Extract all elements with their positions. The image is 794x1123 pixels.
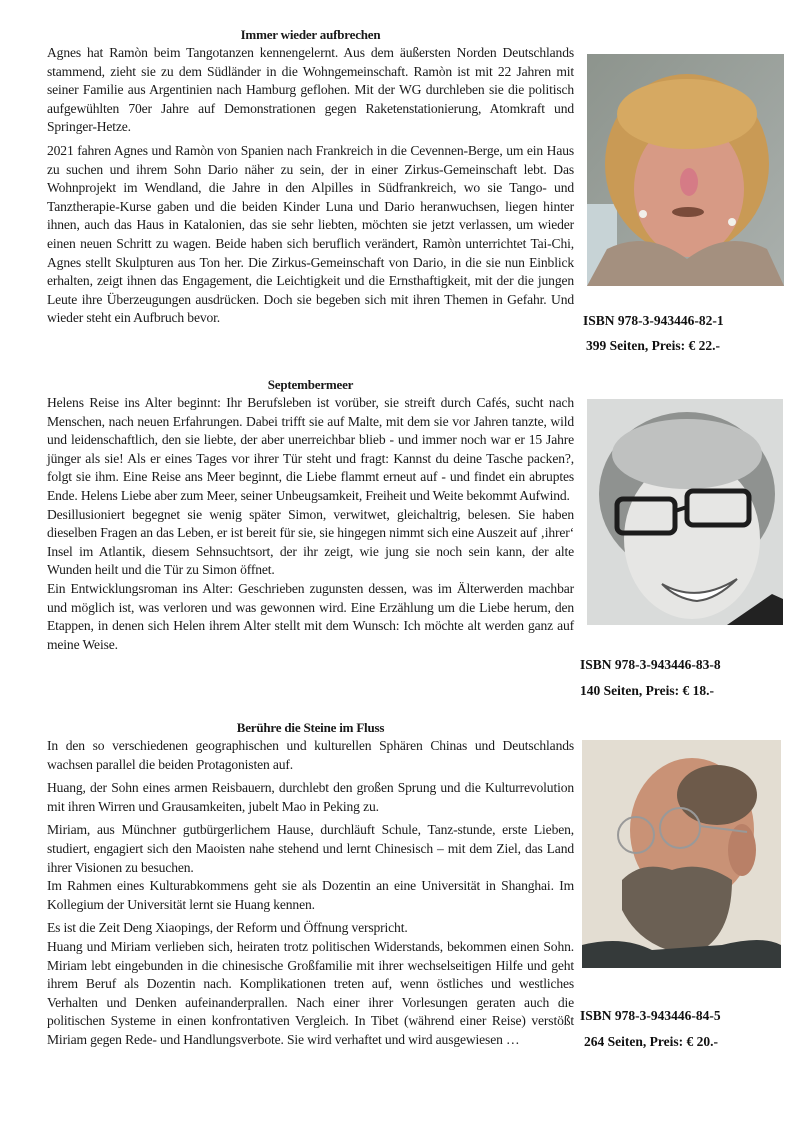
book-3-paragraph: Miriam, aus Münchner gutbürgerlichem Hause, durchläuft Schule, Tanz-stunde, erste Lieben, studiert, engagiert sich den Maoisten nahe stehend und lernt Chinesisch – mit dem Ziel, das Land ihrer Visionen zu besuchen. <box>47 822 574 875</box>
book-2-paragraph: Desillusioniert begegnet sie wenig später Simon, verwitwet, gleichaltrig, belesen. Sie haben dieselben Fragen an das Leben, er ist bereit für sie, sie hingegen nimmt sich eine Auszeit auf ‚ihrer‘ Insel im Atlantik, diesem Sehnsuchtsort, der ihr zeigt, wie jung sie noch sein kann, der alte Wunden heilt und die Tür zu Simon öffnet. <box>47 506 574 578</box>
book-1-paragraph: Agnes hat Ramòn beim Tangotanzen kennengelernt. Aus dem äußersten Norden Deutschlands stammend, zieht sie zu dem Südländer in die Wohngemeinschaft. Ramòn ist mit 22 Jahren mit seiner Familie aus Argentinien nach Hamburg geflohen. Mit der WG durchleben sie die politisch aufgewühlten 70er Jahre auf Demonstrationen gegen Raketenstationierung, Atomkraft und Springer-Hetze. <box>47 45 574 135</box>
portrait-woman-glasses-image <box>587 399 783 625</box>
portrait-man-beard-image <box>582 740 781 968</box>
book-2-description <box>47 377 574 654</box>
book-2-author-photo <box>587 399 783 625</box>
book-1-title: Immer wieder aufbrechen <box>240 27 381 42</box>
book-3-paragraph: Huang und Miriam verlieben sich, heiraten trotz politischen Widerstands, bekommen einen Sohn. Miriam lebt eingebunden in die chinesische Großfamilie mit ihrer wechselseitigen Hilfe und geht ihrem Beruf als Dozentin nach. Komplikationen treten auf, wenn östliches und westliches Verhalten und Denken aufeinanderprallen. Nach einer ihrer Vorlesungen geraten auch die politischen Systeme in einen konfrontativen Vergleich. In Tibet (während einer Reise) verstößt Miriam gegen Rede- und Handlungsverbote. Sie wird verhaftet und wird ausgewiesen … <box>47 938 574 1047</box>
book-1-paragraph: 2021 fahren Agnes und Ramòn von Spanien nach Frankreich in die Cevennen-Berge, um ein Haus zu suchen und ihrem Sohn Dario näher zu sein, der in einer Zirkus-Gemeinschaft lebt. Das Wohnprojekt im Wendland, die Jahre in den Alpilles in Südfrankreich, wo sie Tango- und Tanztherapie-Kurse gaben und die beiden Kinder Luna und Dario heranwuchsen, liegen hinter ihnen, auch das Haus in Katalonien, das sie sehr liebten, möchten sie jetzt verlassen, um wieder einen neuen Schritt zu wagen. Beide haben sich beruflich verändert, Ramòn unterrichtet Tai-Chi, Agnes stellt Skulpturen aus Ton her. Die Zirkus-Gemeinschaft von Dario, in die sie nun Einblick erhalten, zeigt ihnen das Engagement, die Leichtigkeit und die Ernsthaftigkeit, mit der die jungen Leute ihre Überzeugungen ausdrücken. Doch sie begeben sich mit ihren Themen in Gefahr. Und wieder steht ein Aufbruch bevor. <box>47 142 574 326</box>
book-2-paragraph: Helens Reise ins Alter beginnt: Ihr Berufsleben ist vorüber, sie streift durch Cafés, sucht nach Menschen, nach neuen Erfahrungen. Dabei trifft sie auf Malte, mit dem sie vor Jahren tanzte, wild und leidenschaftlich, den sie liebte, der aber unerreichbar blieb - und immer noch war er 15 Jahre jünger als sie! Als er eines Tages vor ihrer Tür steht und fragt: Kannst du deine Tasche packen?, folgt sie ihm. Eine Reise ans Meer beginnt, die Liebe flammt erneut auf - und findet ein abruptes Ende. Helens Liebe aber zum Meer, seiner Unbeugsamkeit, Freiheit und Weite bekommt Aufwind. <box>47 395 574 503</box>
book-1-isbn: ISBN 978-3-943446-82-1 <box>583 313 724 328</box>
portrait-woman-blonde-image <box>587 54 784 286</box>
book-2-pages-price: 140 Seiten, Preis: € 18.- <box>580 683 714 698</box>
book-3-author-photo <box>582 740 781 968</box>
book-3-title: Berühre die Steine im Fluss <box>236 720 385 735</box>
book-1-author-photo <box>587 54 784 286</box>
book-3-paragraph: In den so verschiedenen geographischen und kulturellen Sphären Chinas und Deutschlands wachsen parallel die beiden Protagonisten auf. <box>47 738 574 772</box>
book-2-paragraph: Ein Entwicklungsroman ins Alter: Geschrieben zugunsten dessen, was im Älterwerden machbar und möglich ist, was verloren und was gewonnen wird. Eine Erzählung um die Liebe herum, den Etappen, in denen sich Helen ihrem Alter stellt mit dem Wunsch: Ich möchte alt werden ganz auf meine Weise. <box>47 580 574 652</box>
book-3-isbn: ISBN 978-3-943446-84-5 <box>580 1008 721 1023</box>
book-3-paragraph: Im Rahmen eines Kulturabkommens geht sie als Dozentin an eine Universität in Shanghai. Im Kollegium der Universität lernt sie Huang kennen. <box>47 878 574 912</box>
book-1-pages-price: 399 Seiten, Preis: € 22.- <box>586 338 720 353</box>
book-3-description <box>47 720 574 1050</box>
book-3-pages-price: 264 Seiten, Preis: € 20.- <box>584 1034 718 1049</box>
book-3-paragraph: Es ist die Zeit Deng Xiaopings, der Reform und Öffnung verspricht. <box>47 920 408 936</box>
book-2-title: Septembermeer <box>267 377 354 392</box>
book-1-description <box>47 27 574 328</box>
book-3-paragraph: Huang, der Sohn eines armen Reisbauern, durchlebt den großen Sprung und die Kulturrevolution mit ihren Wirren und Grausamkeiten, jubelt Mao in Peking zu. <box>47 780 574 814</box>
book-2-isbn: ISBN 978-3-943446-83-8 <box>580 657 721 672</box>
